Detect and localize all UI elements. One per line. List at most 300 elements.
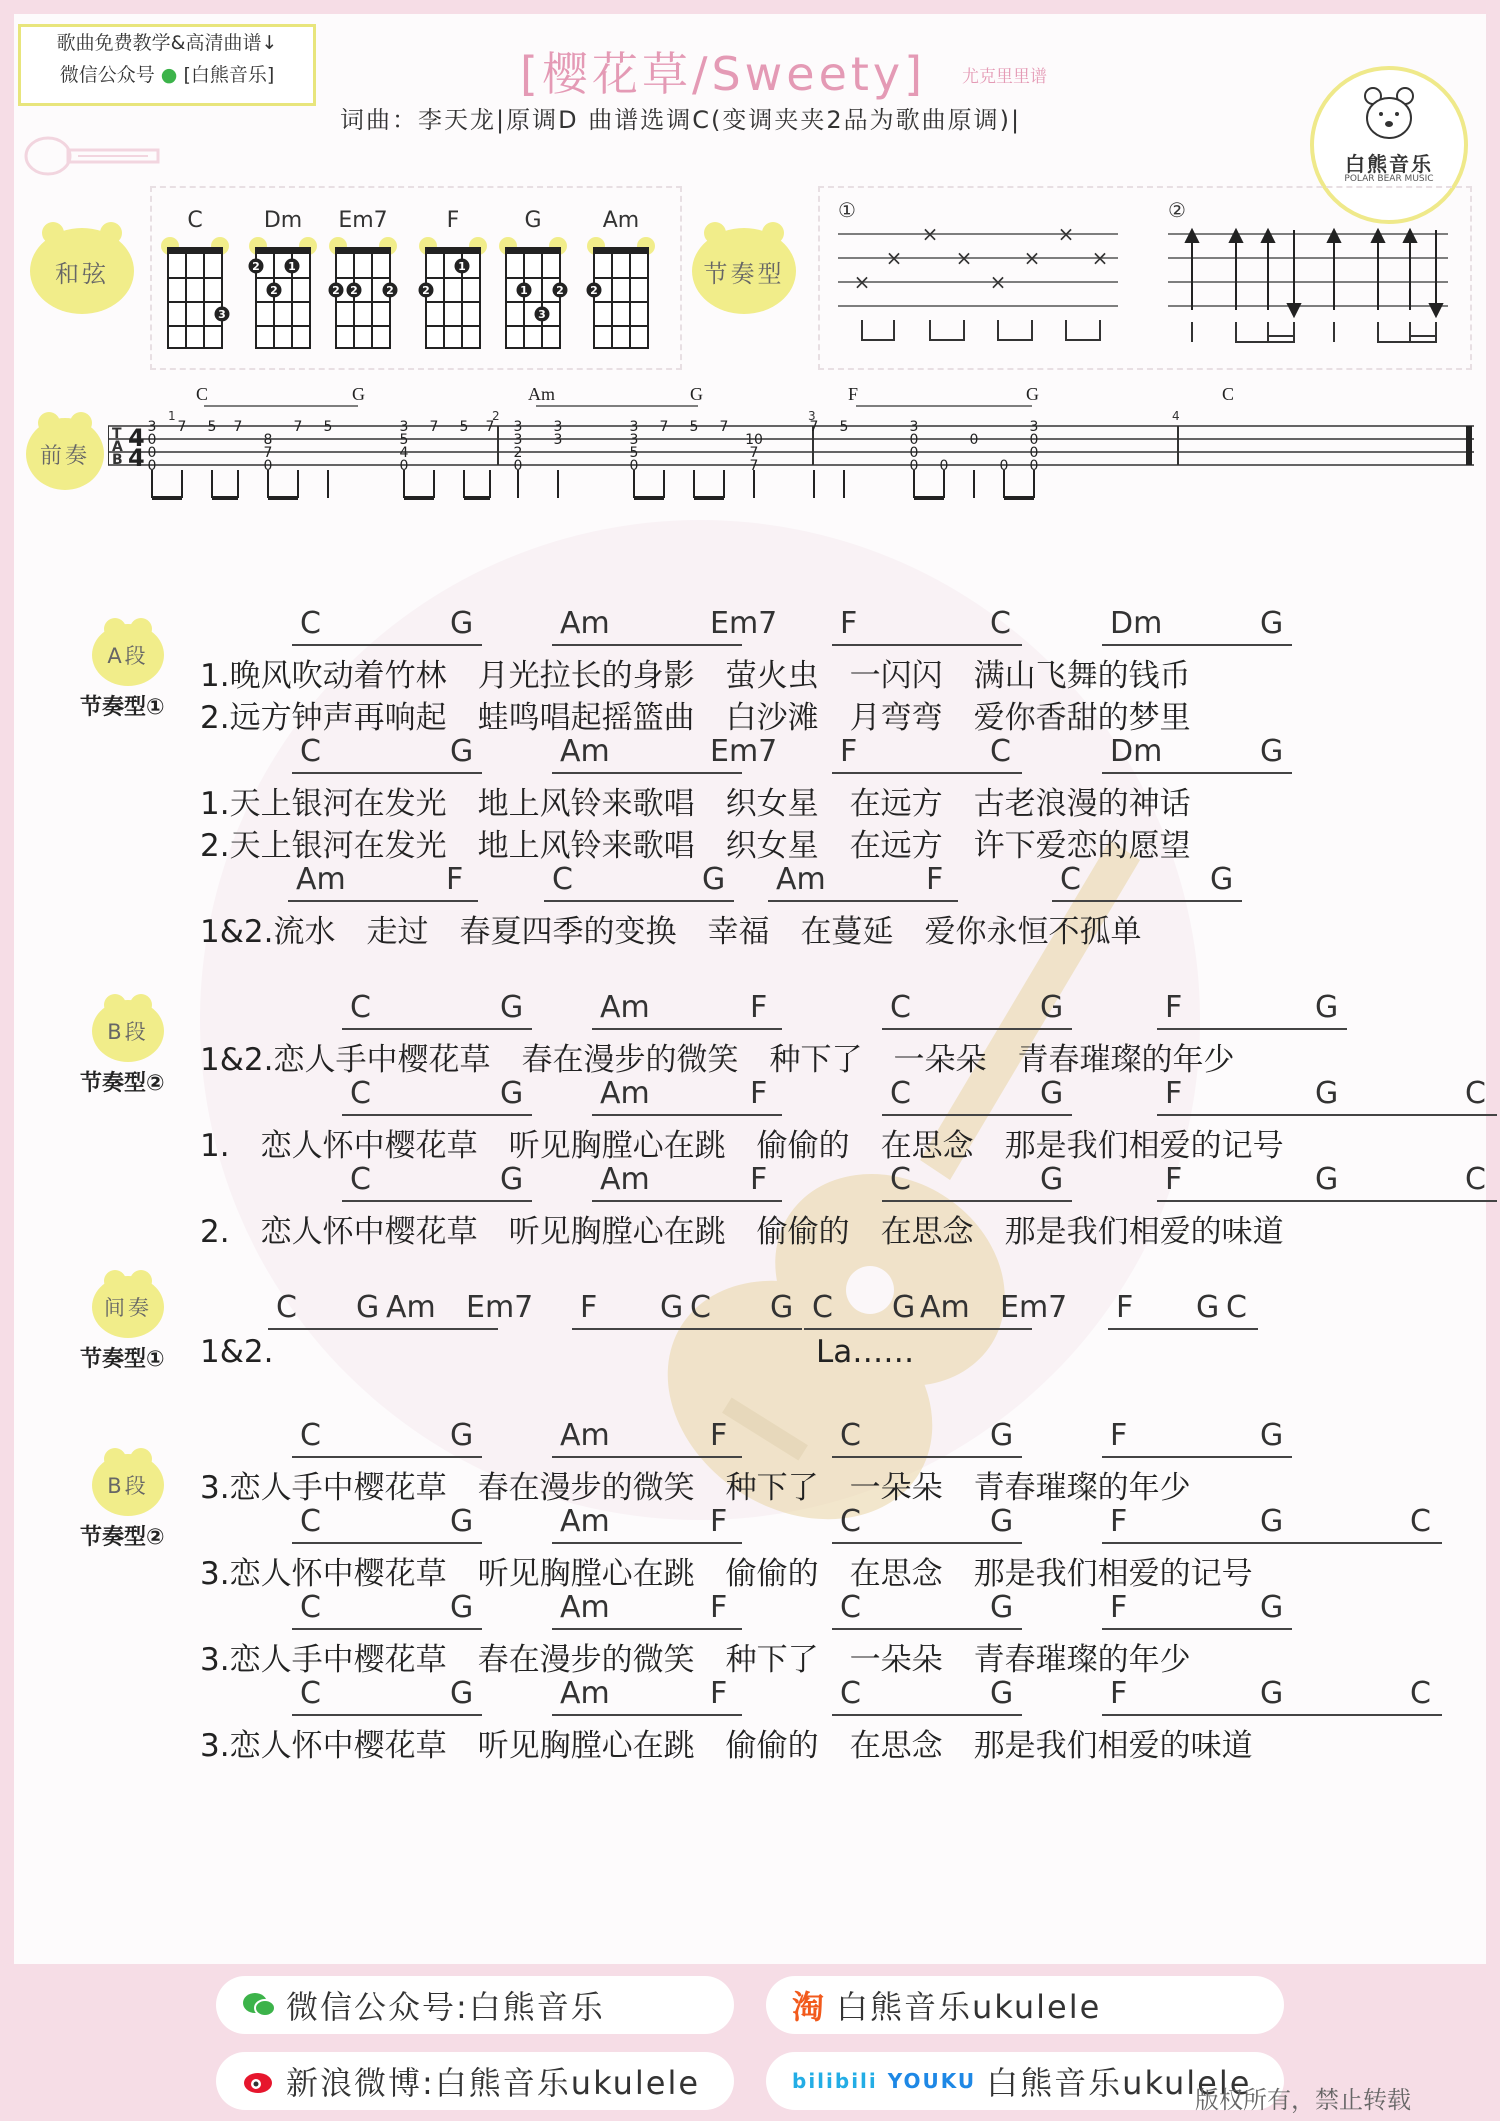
tab-clef-a: A [112,439,123,455]
chord-symbol: F [580,1290,598,1325]
svg-text:3: 3 [399,419,409,435]
chord-symbol: C [300,606,321,641]
svg-text:7: 7 [485,419,495,435]
svg-text:7: 7 [263,445,273,461]
chord-symbol: C [300,1590,321,1625]
chord-symbol: Am [296,862,346,897]
svg-text:0: 0 [1029,432,1039,448]
chord-underline [592,1114,782,1116]
svg-text:0: 0 [147,445,157,461]
svg-text:7: 7 [233,419,243,435]
chord-underline [292,644,482,646]
chord-underline [342,1114,532,1116]
chord-symbol: C [350,1076,371,1111]
chord-symbol: Dm [1110,606,1163,641]
intro-label-badge [26,418,104,490]
chord-symbol: G [990,1418,1014,1453]
svg-text:3: 3 [553,419,563,435]
chord-symbol: C [840,1590,861,1625]
lyric-line: 1&2.流水 走过 春夏四季的变换 幸福 在蔓延 爱你永恒不孤单 [200,914,1142,950]
section-a-rhythm: 节奏型① [80,695,165,720]
lyric-line: 1.晚风吹动着竹林 月光拉长的身影 萤火虫 一闪闪 满山飞舞的钱币 [200,658,1191,694]
chord-underline [1052,900,1242,902]
svg-text:7: 7 [809,419,819,435]
svg-text:5: 5 [399,432,409,448]
chord-underline [378,1328,498,1330]
chord-symbol: G [450,1590,474,1625]
chord-name: F [446,208,460,233]
intro-label: 前奏 [39,443,90,469]
chord-underline [912,1328,1032,1330]
footer-video-text: 白熊音乐ukulele [986,2064,1252,2102]
svg-text:2: 2 [386,284,394,297]
tab-clef-t: T [112,426,122,442]
svg-text:7: 7 [719,419,729,435]
chord-symbol: C [1465,1162,1486,1197]
section-b2-label: B段 [107,1474,149,1498]
lyric-line: 3.恋人怀中樱花草 听见胸膛心在跳 偷偷的 在思念 那是我们相爱的记号 [200,1556,1253,1592]
chord-underline [1102,1628,1292,1630]
chord-symbol: C [300,1504,321,1539]
chord-symbol: Am [560,1676,610,1711]
chord-underline [1108,1328,1228,1330]
promo-line2-tag: [白熊音乐] [183,64,275,86]
chord-symbol: Am [386,1290,436,1325]
svg-text:×: × [885,246,903,270]
chord-symbol: G [1260,734,1284,769]
svg-text:3: 3 [629,419,639,435]
chord-underline [592,1028,782,1030]
chord-symbol: G [1315,1076,1339,1111]
chord-underline [1102,644,1292,646]
svg-text:5: 5 [459,419,469,435]
tab-chord-4: G [690,386,703,404]
chord-symbol: F [1110,1590,1128,1625]
chord-name: Dm [263,208,303,233]
chord-underline [292,1714,482,1716]
svg-text:5: 5 [207,419,217,435]
promo-box [18,24,316,106]
chord-name: Em7 [338,208,388,233]
svg-text:0: 0 [939,458,949,474]
svg-text:0: 0 [1029,445,1039,461]
chord-symbol: Am [600,1162,650,1197]
measure-number-1: 1 [168,409,176,423]
chord-underline [1102,1714,1442,1716]
rhythm-pattern-1 [838,220,1128,350]
chord-underline [1157,1200,1497,1202]
chord-symbol: F [1110,1418,1128,1453]
svg-text:1: 1 [520,284,528,297]
measure-number-2: 2 [492,409,500,423]
rhythm-pattern-2 [1168,220,1458,350]
tab-chord-2: G [352,386,365,404]
tab-chord-7: C [1222,386,1235,404]
chord-symbol: G [1315,1162,1339,1197]
svg-text:2: 2 [422,284,430,297]
svg-text:×: × [853,270,871,294]
youku-icon: YOUKU [887,2069,977,2093]
promo-line2-row [21,59,313,91]
chord-symbol: Am [560,606,610,641]
promo-line1: 歌曲免费教学&高清曲谱↓ [56,32,278,54]
chord-symbol: G [500,1162,524,1197]
chord-symbol: G [1260,1504,1284,1539]
footer-taobao-text: 白熊音乐ukulele [836,1988,1102,2026]
chord-underline [544,900,734,902]
chord-symbol: G [1196,1290,1220,1325]
svg-text:2: 2 [270,284,278,297]
chord-underline [882,1114,1072,1116]
tab-chord-3: Am [528,386,555,404]
svg-text:7: 7 [177,419,187,435]
lyric-line: 1&2.恋人手中樱花草 春在漫步的微笑 种下了 一朵朵 青春璀璨的年少 [200,1042,1235,1078]
chord-symbol: C [840,1418,861,1453]
taobao-icon: 淘 [792,1988,827,2026]
chord-symbol: C [690,1290,711,1325]
footer-weibo-text: 新浪微博:白熊音乐ukulele [286,2064,701,2102]
chord-symbol: G [1210,862,1234,897]
footer-wechat[interactable] [216,1976,734,2034]
chord-symbol: Em7 [710,734,778,769]
chord-symbol: C [300,1676,321,1711]
measure-number-4: 4 [1172,409,1180,423]
chord-symbol: Am [560,734,610,769]
chord-underline [882,1028,1072,1030]
chord-symbol: C [276,1290,297,1325]
svg-text:×: × [955,246,973,270]
chord-symbol: G [892,1290,916,1325]
chord-symbol: F [446,862,464,897]
time-sig-top: 4 [128,424,145,452]
svg-text:2: 2 [556,284,564,297]
chord-underline [1157,1028,1347,1030]
chord-symbol: F [840,734,858,769]
section-b2-rhythm: 节奏型② [80,1525,165,1550]
chord-symbol: C [350,1162,371,1197]
chord-symbol: F [710,1590,728,1625]
chord-symbol: F [750,990,768,1025]
chord-underline [804,1328,924,1330]
svg-text:2: 2 [513,445,523,461]
title-subtitle: 尤克里里谱 [962,67,1047,87]
svg-text:2: 2 [350,284,358,297]
chord-symbol: C [812,1290,833,1325]
lyric-line: La…… [816,1334,915,1370]
chord-symbol: Am [600,1076,650,1111]
chord-underline [832,772,1022,774]
chord-symbol: G [450,1418,474,1453]
section-a-label: A段 [107,644,149,668]
svg-text:0: 0 [999,458,1009,474]
chord-symbol: G [990,1590,1014,1625]
lyric-line: 2.天上银河在发光 地上风铃来歌唱 织女星 在远方 许下爱恋的愿望 [200,828,1191,864]
chord-symbol: C [1410,1504,1431,1539]
chord-symbol: F [710,1676,728,1711]
chord-underline [268,1328,388,1330]
chord-grid [160,234,230,364]
chord-grid [586,234,656,364]
chord-symbol: C [300,1418,321,1453]
section-interlude-label: 间奏 [104,1296,152,1320]
chord-symbol: G [990,1504,1014,1539]
svg-text:3: 3 [513,419,523,435]
chord-symbol: G [1260,1418,1284,1453]
svg-text:×: × [921,222,939,246]
chord-symbol: G [1260,606,1284,641]
chord-symbol: F [1165,990,1183,1025]
svg-text:3: 3 [513,432,523,448]
tab-chord-6: G [1026,386,1039,404]
svg-text:3: 3 [1029,419,1039,435]
chord-symbol: C [990,734,1011,769]
song-title: [樱花草/Sweety] [520,47,927,101]
svg-text:0: 0 [969,432,979,448]
svg-text:0: 0 [263,458,273,474]
chord-underline [552,1714,742,1716]
chord-underline [552,772,742,774]
chord-symbol: Em7 [1000,1290,1068,1325]
chord-symbol: G [770,1290,794,1325]
svg-text:×: × [1091,246,1109,270]
chord-symbol: G [450,1504,474,1539]
chord-symbol: C [1410,1676,1431,1711]
svg-text:×: × [1023,246,1041,270]
svg-text:7: 7 [749,445,759,461]
chords-label: 和弦 [55,259,109,288]
chord-symbol: F [1116,1290,1134,1325]
chord-underline [342,1028,532,1030]
svg-text:0: 0 [629,458,639,474]
polar-bear-icon [1359,84,1419,144]
section-b1-label: B段 [107,1020,149,1044]
chord-symbol: C [890,990,911,1025]
intro-tab-staff [108,386,1478,531]
section-badge-interlude [92,1276,164,1338]
chord-symbol: F [710,1418,728,1453]
tab-chord-5: F [848,386,859,404]
svg-text:3: 3 [553,432,563,448]
chord-symbol: F [1165,1162,1183,1197]
chord-underline [1102,1456,1292,1458]
chord-grid [248,234,318,364]
svg-text:0: 0 [513,458,523,474]
bilibili-icon: bilibili [792,2069,878,2093]
section-badge-b2 [92,1454,164,1516]
chord-symbol: Em7 [466,1290,534,1325]
chord-symbol: C [1226,1290,1247,1325]
chord-name: C [187,208,203,233]
svg-text:1: 1 [458,260,466,273]
chord-symbol: C [1465,1076,1486,1111]
lyric-line: 1&2. [200,1334,274,1370]
chord-grid [498,234,568,364]
weibo-icon [242,2067,276,2095]
rhythm-2-id: ② [1168,198,1186,222]
svg-text:0: 0 [909,458,919,474]
chord-grid [328,234,398,364]
svg-text:2: 2 [252,260,260,273]
logo-english: POLAR BEAR MUSIC [1344,174,1434,184]
time-sig-bottom: 4 [128,444,145,472]
svg-text:3: 3 [538,308,546,321]
section-badge-a [92,624,164,686]
chord-symbol: F [1165,1076,1183,1111]
promo-line2: 微信公众号 [59,64,155,86]
lyric-line: 3.恋人手中樱花草 春在漫步的微笑 种下了 一朵朵 青春璀璨的年少 [200,1642,1191,1678]
footer-taobao[interactable] [766,1976,1284,2034]
chord-symbol: G [450,1676,474,1711]
chord-symbol: G [1040,1162,1064,1197]
chord-name: G [524,208,542,233]
chord-symbol: G [1260,1590,1284,1625]
chord-symbol: C [840,1504,861,1539]
footer-wechat-text: 微信公众号:白熊音乐 [286,1988,605,2026]
chord-symbol: F [750,1162,768,1197]
chord-symbol: G [702,862,726,897]
svg-text:3: 3 [629,432,639,448]
svg-text:0: 0 [147,458,157,474]
chord-symbol: Am [776,862,826,897]
chord-symbol: C [1060,862,1081,897]
tab-chord-1: C [196,386,209,404]
chords-label-badge [30,228,134,314]
chord-underline [552,1456,742,1458]
chord-symbol: F [840,606,858,641]
chord-symbol: G [500,990,524,1025]
chord-symbol: G [1040,1076,1064,1111]
svg-text:10: 10 [745,432,763,448]
svg-text:3: 3 [147,419,157,435]
lyric-line: 1.天上银河在发光 地上风铃来歌唱 织女星 在远方 古老浪漫的神话 [200,786,1191,822]
ukulele-decoration-icon [18,126,248,186]
svg-text:0: 0 [147,432,157,448]
footer-weibo[interactable] [216,2052,734,2110]
chord-underline [1102,772,1292,774]
chord-symbol: C [890,1162,911,1197]
svg-text:0: 0 [399,458,409,474]
tab-clef-b: B [112,452,123,468]
chord-symbol: C [300,734,321,769]
svg-text:0: 0 [1029,458,1039,474]
lyric-line: 1. 恋人怀中樱花草 听见胸膛心在跳 偷偷的 在思念 那是我们相爱的记号 [200,1128,1284,1164]
section-interlude-rhythm: 节奏型① [80,1347,165,1372]
chord-underline [572,1328,692,1330]
svg-text:2: 2 [332,284,340,297]
chord-symbol: G [1040,990,1064,1025]
chord-symbol: G [450,606,474,641]
svg-text:1: 1 [288,260,296,273]
chord-underline [1157,1114,1497,1116]
chord-underline [292,1628,482,1630]
chord-underline [342,1200,532,1202]
chord-symbol: F [710,1504,728,1539]
svg-text:7: 7 [429,419,439,435]
chord-underline [1102,1542,1442,1544]
lyric-line: 3.恋人手中樱花草 春在漫步的微笑 种下了 一朵朵 青春璀璨的年少 [200,1470,1191,1506]
section-badge-b1 [92,1000,164,1062]
chord-underline [552,1628,742,1630]
svg-text:5: 5 [629,445,639,461]
logo-name: 白熊音乐 [1345,152,1433,176]
svg-text:7: 7 [659,419,669,435]
chord-symbol: Dm [1110,734,1163,769]
chord-underline [1218,1328,1258,1330]
chord-underline [882,1200,1072,1202]
chord-underline [832,644,1022,646]
chord-symbol: G [1315,990,1339,1025]
chord-symbol: Am [560,1590,610,1625]
song-credits: 词曲：李天龙|原调D 曲谱选调C(变调夹夹2品为歌曲原调)| [340,106,1022,134]
svg-text:2: 2 [590,284,598,297]
chord-underline [832,1714,1022,1716]
chord-symbol: F [926,862,944,897]
lyric-line: 2. 恋人怀中樱花草 听见胸膛心在跳 偷偷的 在思念 那是我们相爱的味道 [200,1214,1284,1250]
chord-underline [292,1456,482,1458]
svg-text:×: × [1057,222,1075,246]
wechat-icon: ● [160,64,178,86]
chord-name: Am [602,208,640,233]
measure-number-3: 3 [808,409,816,423]
chord-underline [552,644,742,646]
chord-symbol: G [356,1290,380,1325]
svg-text:5: 5 [323,419,333,435]
svg-text:5: 5 [839,419,849,435]
chord-underline [592,1200,782,1202]
rhythm-label-badge [692,228,796,314]
svg-text:7: 7 [293,419,303,435]
svg-text:4: 4 [399,445,409,461]
chord-symbol: C [840,1676,861,1711]
svg-text:3: 3 [909,419,919,435]
chord-symbol: Am [560,1504,610,1539]
chord-symbol: F [1110,1504,1128,1539]
chord-symbol: C [552,862,573,897]
svg-text:3: 3 [218,308,226,321]
chord-underline [832,1628,1022,1630]
svg-text:×: × [989,270,1007,294]
chord-underline [292,1542,482,1544]
section-b1-rhythm: 节奏型② [80,1071,165,1096]
chord-symbol: G [500,1076,524,1111]
chord-grid [418,234,488,364]
chord-underline [832,1542,1022,1544]
copyright-notice: 版权所有，禁止转载 [1195,2086,1411,2114]
chord-underline [552,1542,742,1544]
chord-underline [768,900,958,902]
svg-text:7: 7 [749,458,759,474]
chord-symbol: C [890,1076,911,1111]
svg-text:0: 0 [909,432,919,448]
chord-symbol: C [350,990,371,1025]
chord-symbol: Em7 [710,606,778,641]
svg-text:5: 5 [689,419,699,435]
svg-text:8: 8 [263,432,273,448]
chord-symbol: F [1110,1676,1128,1711]
chord-symbol: C [990,606,1011,641]
chord-symbol: G [990,1676,1014,1711]
chord-symbol: Am [920,1290,970,1325]
rhythm-label: 节奏型 [703,259,785,288]
lyric-line: 2.远方钟声再响起 蛙鸣唱起摇篮曲 白沙滩 月弯弯 爱你香甜的梦里 [200,700,1191,736]
rhythm-1-id: ① [838,198,856,222]
wechat-icon [242,1991,276,2019]
chord-symbol: G [1260,1676,1284,1711]
chord-symbol: Am [560,1418,610,1453]
chord-symbol: Am [600,990,650,1025]
lyric-line: 3.恋人怀中樱花草 听见胸膛心在跳 偷偷的 在思念 那是我们相爱的味道 [200,1728,1253,1764]
chord-underline [682,1328,802,1330]
